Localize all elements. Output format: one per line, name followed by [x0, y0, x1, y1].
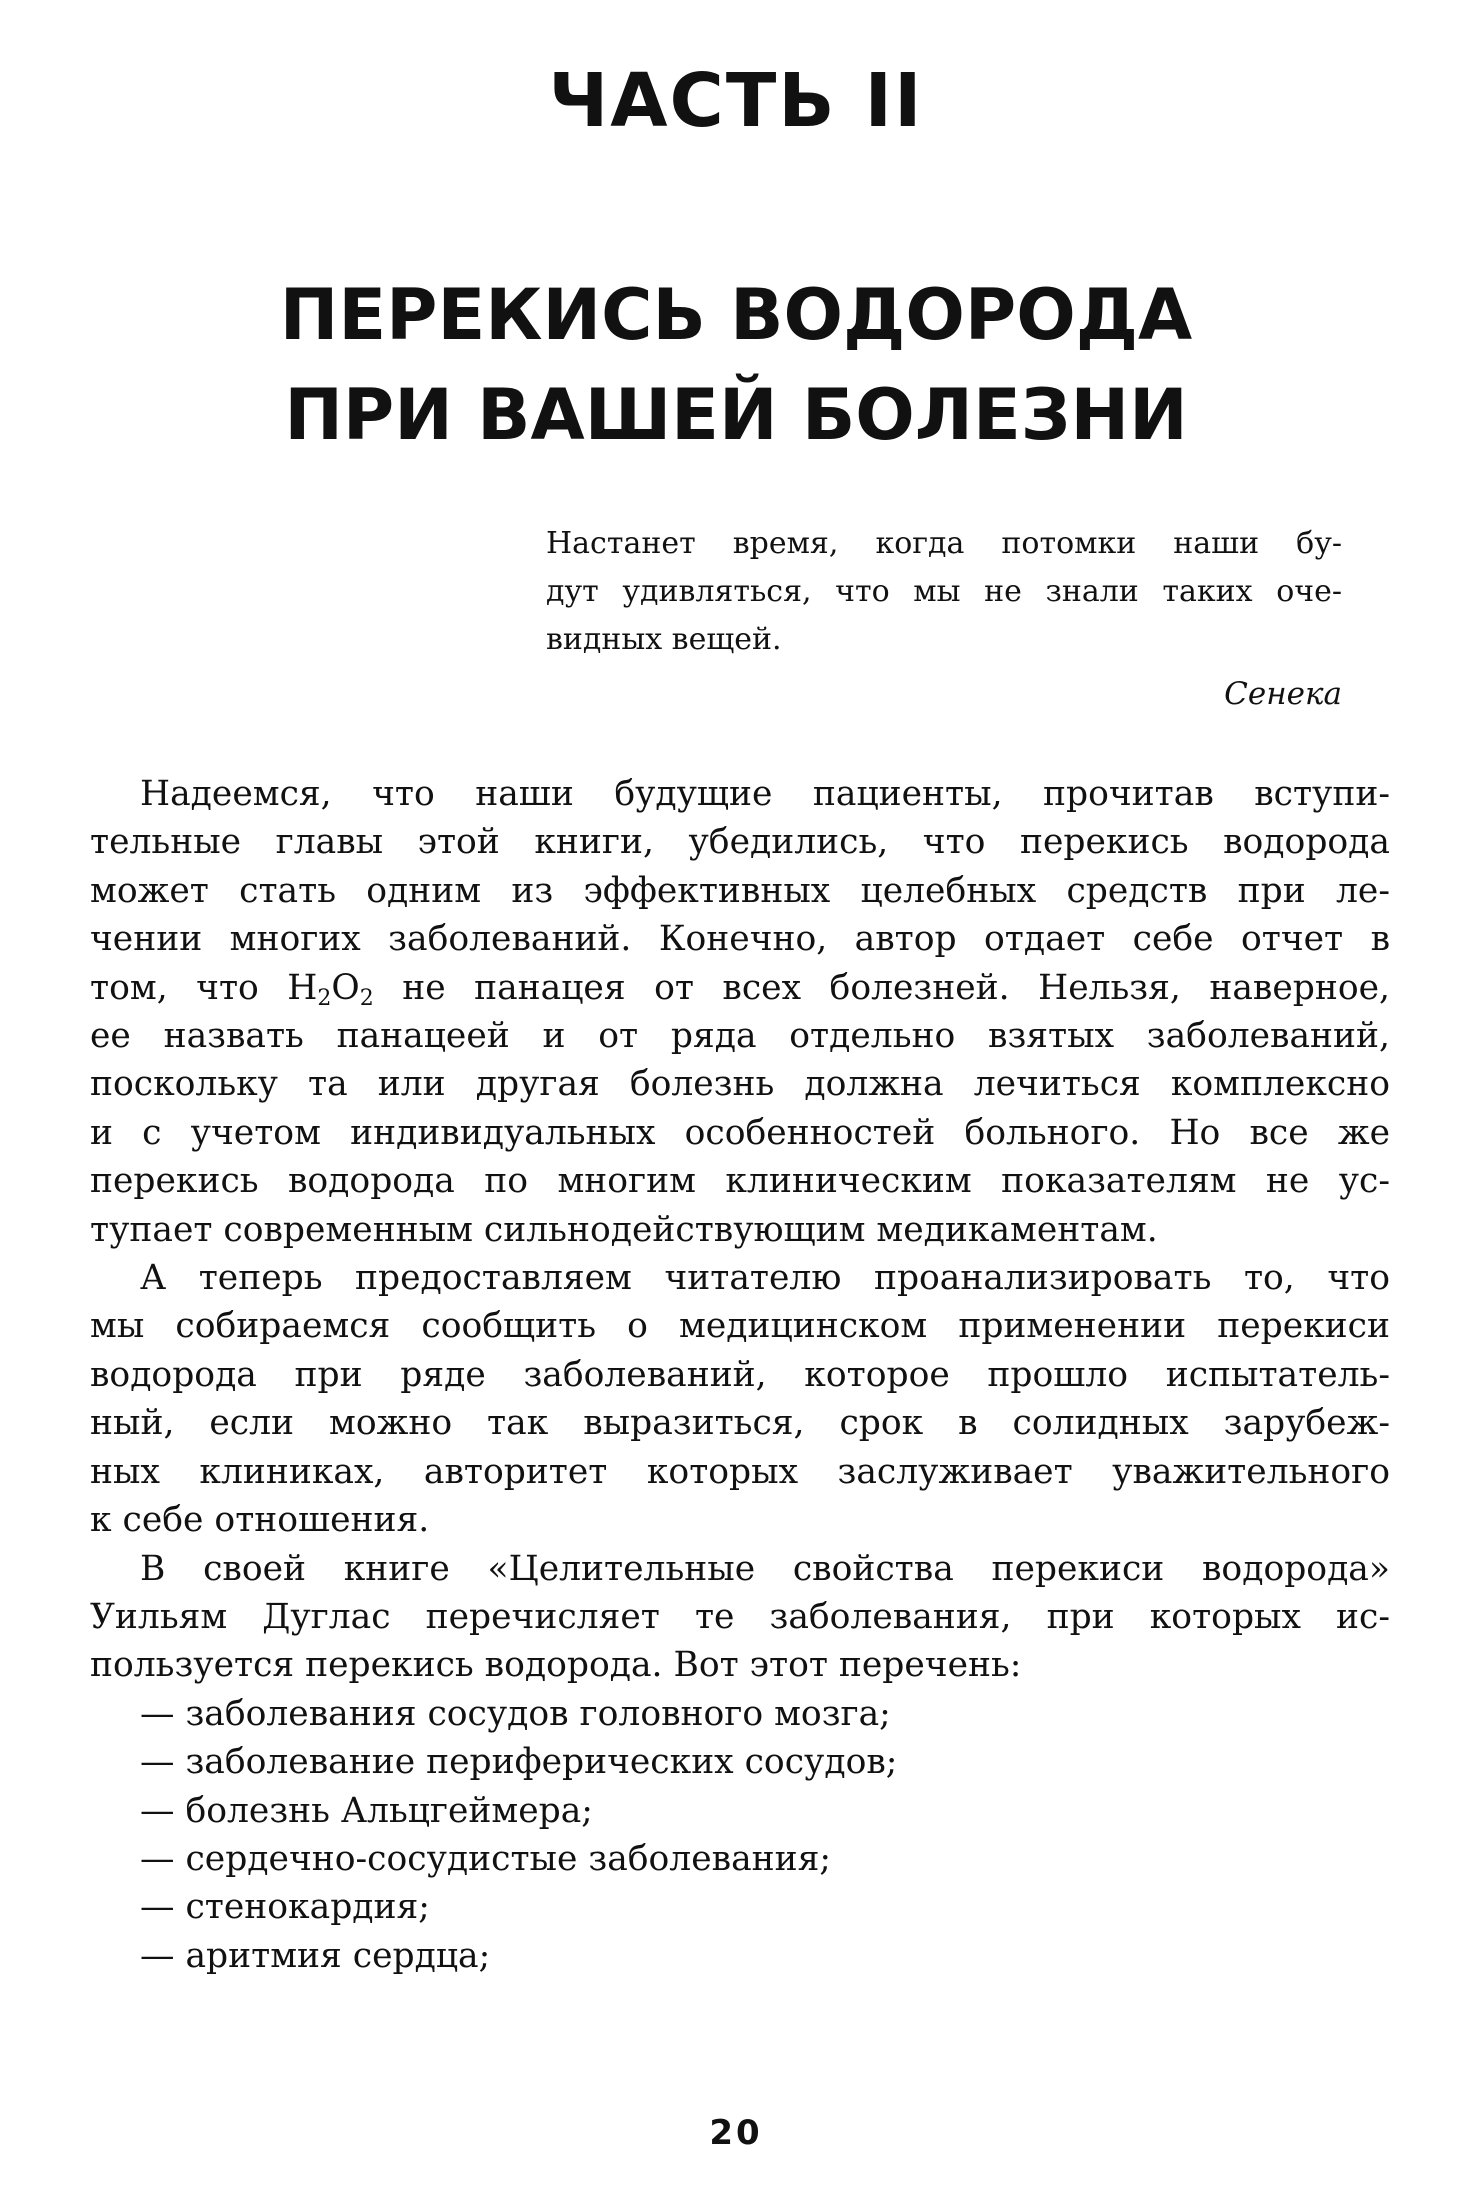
- text-line: поскольку та или другая болезнь должна лечиться комплексно: [90, 1064, 1390, 1105]
- disease-list: [90, 1690, 1390, 1980]
- body-text: [90, 770, 1390, 1980]
- text-line: чении многих заболеваний. Конечно, автор отдает себе отчет в: [90, 919, 1390, 960]
- chapter-title-line-2: ПРИ ВАШЕЙ БОЛЕЗНИ: [284, 374, 1188, 456]
- text-line-with-formula: [90, 964, 1390, 1012]
- epigraph: [546, 520, 1342, 664]
- text-line: тельные главы этой книги, убедились, что перекись водорода: [90, 822, 1390, 863]
- text-line: может стать одним из эффективных целебных средств при ле-: [90, 870, 1390, 911]
- text-line: А теперь предоставляем читателю проанализировать то, что: [140, 1258, 1390, 1299]
- text-line: Надеемся, что наши будущие пациенты, прочитав вступи-: [140, 774, 1390, 814]
- list-item: — аритмия сердца;: [140, 1935, 491, 1976]
- text-line: водорода при ряде заболеваний, которое прошло испытатель-: [90, 1354, 1390, 1395]
- epigraph-line: видных вещей.: [546, 622, 782, 657]
- list-item: — болезнь Альцгеймера;: [140, 1790, 593, 1831]
- text-line: к себе отношения.: [90, 1500, 430, 1541]
- text-fragment: не панацея от всех болезней. Нельзя, наверное,: [373, 967, 1390, 1008]
- chapter-title: [0, 265, 1472, 465]
- part-title: ЧАСТЬ II: [548, 58, 924, 144]
- paragraph-1: [90, 770, 1390, 1254]
- text-line: мы собираемся сообщить о медицинском применении перекиси: [90, 1306, 1390, 1347]
- list-item: — заболевание периферических сосудов;: [140, 1742, 898, 1783]
- text-fragment: O: [331, 967, 360, 1008]
- text-line: ных клиниках, авторитет которых заслуживает уважительного: [90, 1451, 1390, 1492]
- text-fragment: том, что H: [90, 967, 318, 1008]
- list-item: — стенокардия;: [140, 1887, 430, 1928]
- text-line: и с учетом индивидуальных особенностей больного. Но все же: [90, 1112, 1390, 1153]
- paragraph-3: [90, 1545, 1390, 1690]
- text-line: Уильям Дуглас перечисляет те заболевания, при которых ис-: [90, 1596, 1390, 1637]
- formula-subscript: 2: [317, 985, 332, 1011]
- text-line: ный, если можно так выразиться, срок в солидных зарубеж-: [90, 1403, 1390, 1444]
- epigraph-author: Сенека: [1224, 676, 1342, 712]
- text-line: ее назвать панацеей и от ряда отдельно взятых заболеваний,: [90, 1016, 1390, 1057]
- list-item: — сердечно-сосудистые заболевания;: [140, 1838, 832, 1879]
- list-item: — заболевания сосудов головного мозга;: [140, 1693, 891, 1734]
- page-number: 20: [709, 2113, 763, 2153]
- epigraph-line: Настанет время, когда потомки наши бу-: [546, 526, 1342, 561]
- epigraph-line: дут удивляться, что мы не знали таких оче-: [546, 574, 1342, 609]
- text-line: пользуется перекись водорода. Вот этот перечень:: [90, 1645, 1022, 1686]
- text-line: тупает современным сильнодействующим медикаментам.: [90, 1209, 1158, 1250]
- text-line: перекись водорода по многим клиническим показателям не ус-: [90, 1161, 1390, 1202]
- text-line: В своей книге «Целительные свойства перекиси водорода»: [140, 1548, 1390, 1589]
- paragraph-2: [90, 1254, 1390, 1544]
- chapter-title-line-1: ПЕРЕКИСЬ ВОДОРОДА: [279, 274, 1193, 356]
- formula-subscript: 2: [359, 985, 374, 1011]
